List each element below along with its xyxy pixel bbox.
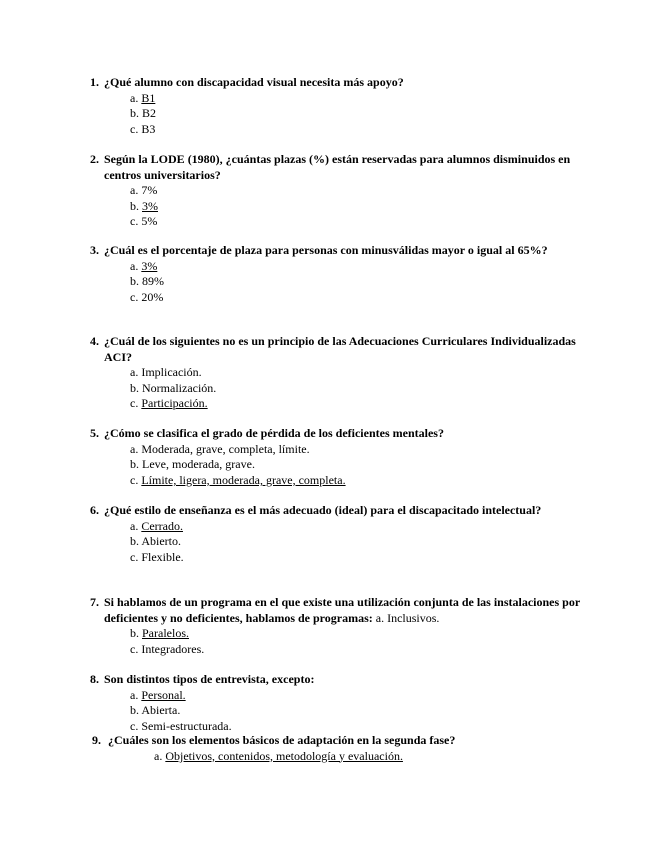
question-number: 3. xyxy=(90,243,99,257)
question-7 xyxy=(90,595,580,657)
question-number: 9. xyxy=(92,733,101,747)
option-b: b. Abierta. xyxy=(130,703,181,718)
option-b: b. Normalización. xyxy=(130,380,217,395)
question-2 xyxy=(90,152,580,230)
option-c: c. 20% xyxy=(130,289,164,304)
option-c: c. Semi-estructurada. xyxy=(130,718,232,733)
question-5 xyxy=(90,426,580,488)
option-b: b. Abierto. xyxy=(130,534,181,549)
question-text: ¿Qué alumno con discapacidad visual necesita más apoyo? xyxy=(104,75,404,89)
question-number: 6. xyxy=(90,503,99,517)
question-1 xyxy=(90,75,580,137)
question-4 xyxy=(90,334,580,412)
question-text: ¿Cuáles son los elementos básicos de adaptación en la segunda fase? xyxy=(108,733,456,747)
question-text: ¿Qué estilo de enseñanza es el más adecuado (ideal) para el discapacitado intelectual? xyxy=(104,503,542,517)
question-6 xyxy=(90,503,580,565)
option-a: a. Inclusivos. xyxy=(375,610,440,625)
option-a: a. Moderada, grave, completa, límite. xyxy=(130,441,310,456)
option-a: a. Implicación. xyxy=(130,365,202,380)
question-number: 1. xyxy=(90,75,99,89)
option-a: a. Cerrado. xyxy=(130,518,183,533)
option-b: b. Leve, moderada, grave. xyxy=(130,457,255,472)
option-a: a. Personal. xyxy=(130,687,186,702)
question-text: ¿Cuál es el porcentaje de plaza para personas con minusválidas mayor o igual al 65%? xyxy=(104,243,548,257)
option-b: b. Paralelos. xyxy=(130,626,189,641)
question-9 xyxy=(92,733,582,764)
question-text: Si hablamos de un programa en el que existe una utilización conjunta de las instalaciones por deficientes y no deficientes, hablamos de programas: a. Inclusivos. xyxy=(104,595,580,625)
option-a: a. 3% xyxy=(130,258,158,273)
option-b: b. B2 xyxy=(130,106,157,121)
question-number: 2. xyxy=(90,152,99,166)
option-b: b. 3% xyxy=(130,198,158,213)
option-c: c. Integradores. xyxy=(130,641,205,656)
option-a: a. Objetivos, contenidos, metodología y evaluación. xyxy=(154,748,403,763)
option-c: c. 5% xyxy=(130,214,158,229)
option-b: b. 89% xyxy=(130,274,164,289)
question-text: Según la LODE (1980), ¿cuántas plazas (%) están reservadas para alumnos disminuidos en centros universitarios? xyxy=(104,152,571,182)
question-text: ¿Cuál de los siguientes no es un principio de las Adecuaciones Curriculares Individualizadas ACI? xyxy=(104,334,576,364)
option-a: a. B1 xyxy=(130,90,156,105)
option-c: c. B3 xyxy=(130,121,156,136)
question-number: 7. xyxy=(90,595,99,609)
question-3 xyxy=(90,243,580,305)
question-text: ¿Cómo se clasifica el grado de pérdida de los deficientes mentales? xyxy=(104,426,444,440)
option-c: c. Flexible. xyxy=(130,549,184,564)
option-c: c. Límite, ligera, moderada, grave, completa. xyxy=(130,472,346,487)
question-text: Son distintos tipos de entrevista, excepto: xyxy=(104,672,315,686)
option-a: a. 7% xyxy=(130,183,158,198)
question-number: 5. xyxy=(90,426,99,440)
question-number: 4. xyxy=(90,334,99,348)
question-8 xyxy=(90,672,580,734)
option-c: c. Participación. xyxy=(130,396,208,411)
question-number: 8. xyxy=(90,672,99,686)
